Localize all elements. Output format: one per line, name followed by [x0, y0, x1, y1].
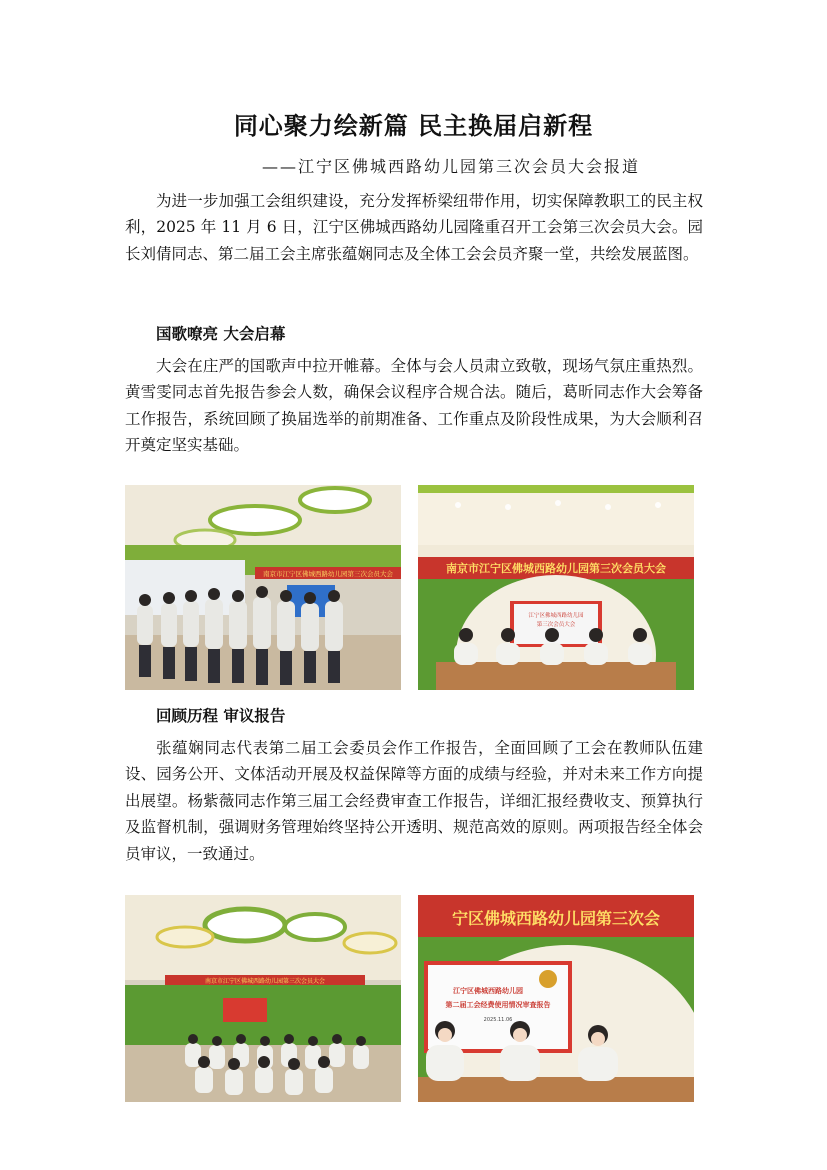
section-heading-anthem: 国歌嘹亮 大会启幕	[156, 325, 286, 343]
section-body-anthem: 大会在庄严的国歌声中拉开帷幕。全体与会人员肃立致敬，现场气氛庄重热烈。黄雪雯同志首先报告参会人数，确保会议程序合规合法。随后，葛昕同志作大会筹备工作报告，系统回顾了换届选举的前期准备、工作重点及阶段性成果，为大会顺利召开奠定坚实基础。	[125, 357, 703, 455]
intro-paragraph: 为进一步加强工会组织建设，充分发挥桥梁纽带作用，切实保障教职工的民主权利，2025 年 11 月 6 日，江宁区佛城西路幼儿园隆重召开工会第三次会员大会。园长刘倩同志、第二届工会主席张蕴娴同志及全体工会会员齐聚一堂，共绘发展蓝图。	[125, 192, 703, 263]
screen-text: 江宁区佛城西路幼儿园	[528, 613, 584, 619]
screen-text: 第三次会员大会	[536, 622, 576, 628]
photo-report-screen	[418, 895, 694, 1102]
photo-presidium-stage	[418, 485, 694, 690]
page-subtitle: ——江宁区佛城西路幼儿园第三次会员大会报道	[262, 157, 641, 176]
screen-date: 2025.11.06	[483, 1017, 513, 1023]
screen-text: 江宁区佛城西路幼儿园	[453, 987, 523, 995]
banner-text: 宁区佛城西路幼儿园第三次会	[451, 909, 661, 928]
section-heading-review: 回顾历程 审议报告	[156, 707, 286, 725]
section-body-review: 张蕴娴同志代表第二届工会委员会作工作报告，全面回顾了工会在教师队伍建设、园务公开、文体活动开展及权益保障等方面的成绩与经验，并对未来工作方向提出展望。杨紫薇同志作第三届工会经费审查工作报告，详细汇报经费收支、预算执行及监督机制，强调财务管理始终坚持公开透明、规范高效的原则。两项报告经全体会员审议，一致通过。	[125, 739, 703, 863]
page-title: 同心聚力绘新篇 民主换届启新程	[233, 112, 594, 140]
banner-text: 南京市江宁区佛城西路幼儿园第三次会员大会	[446, 562, 666, 575]
banner-text: 南京市江宁区佛城西路幼儿园第三次会员大会	[263, 570, 393, 578]
banner-text: 南京市江宁区佛城西路幼儿园第三次会员大会	[204, 978, 326, 985]
photo-anthem-standing	[125, 485, 401, 690]
photo-members-seated	[125, 895, 401, 1102]
screen-text: 第二届工会经费使用情况审查报告	[445, 1001, 551, 1009]
